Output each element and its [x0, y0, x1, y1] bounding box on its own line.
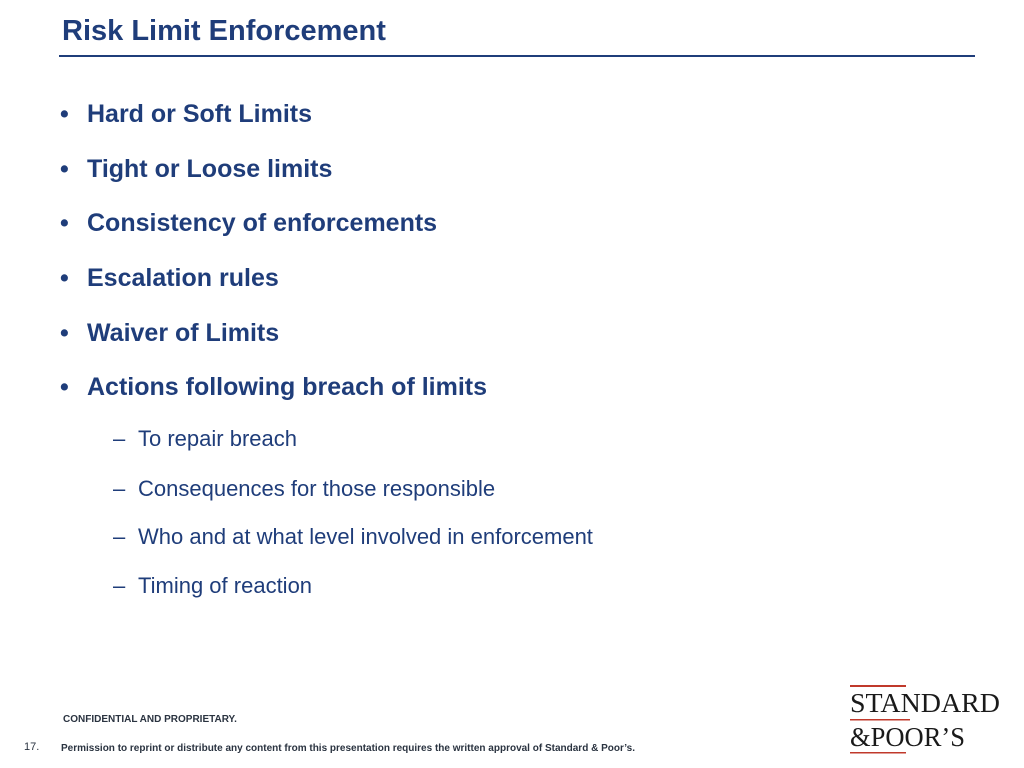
logo-top-rule — [850, 685, 906, 687]
sub-bullet-text: Timing of reaction — [138, 573, 313, 598]
logo-bottom-rule — [850, 752, 906, 754]
confidential-notice: CONFIDENTIAL AND PROPRIETARY. — [63, 714, 237, 725]
sub-bullet-text: Consequences for those responsible — [138, 476, 496, 501]
bullet-text: Waiver of Limits — [87, 319, 280, 347]
bullet-text: Hard or Soft Limits — [87, 100, 313, 128]
bullet-text: Actions following breach of limits — [87, 373, 488, 401]
dash-mark: – — [113, 426, 126, 451]
bullet-mark: • — [60, 319, 69, 347]
bullet-mark: • — [60, 155, 69, 183]
bullet-mark: • — [60, 264, 69, 292]
logo-line-standard: STANDARD — [850, 688, 1000, 718]
standard-poors-logo — [846, 684, 1006, 754]
dash-mark: – — [113, 524, 126, 549]
page-number: 17. — [24, 741, 40, 753]
dash-mark: – — [113, 476, 126, 501]
bullet-mark: • — [60, 209, 69, 237]
logo-middle-rule — [850, 719, 910, 721]
bullet-mark: • — [60, 373, 69, 401]
sub-bullet-text: To repair breach — [138, 426, 297, 451]
bullet-mark: • — [60, 100, 69, 128]
slide-title: Risk Limit Enforcement — [62, 15, 386, 47]
sub-bullet-text: Who and at what level involved in enforcement — [138, 524, 593, 549]
bullet-text: Tight or Loose limits — [87, 155, 333, 183]
bullet-text: Escalation rules — [87, 264, 279, 292]
logo-line-poors: &POOR’S — [850, 722, 965, 752]
dash-mark: – — [113, 573, 126, 598]
permission-notice: Permission to reprint or distribute any content from this presentation requires the written approval of Standard & Poor’s. — [61, 743, 635, 754]
bullet-text: Consistency of enforcements — [87, 209, 438, 237]
